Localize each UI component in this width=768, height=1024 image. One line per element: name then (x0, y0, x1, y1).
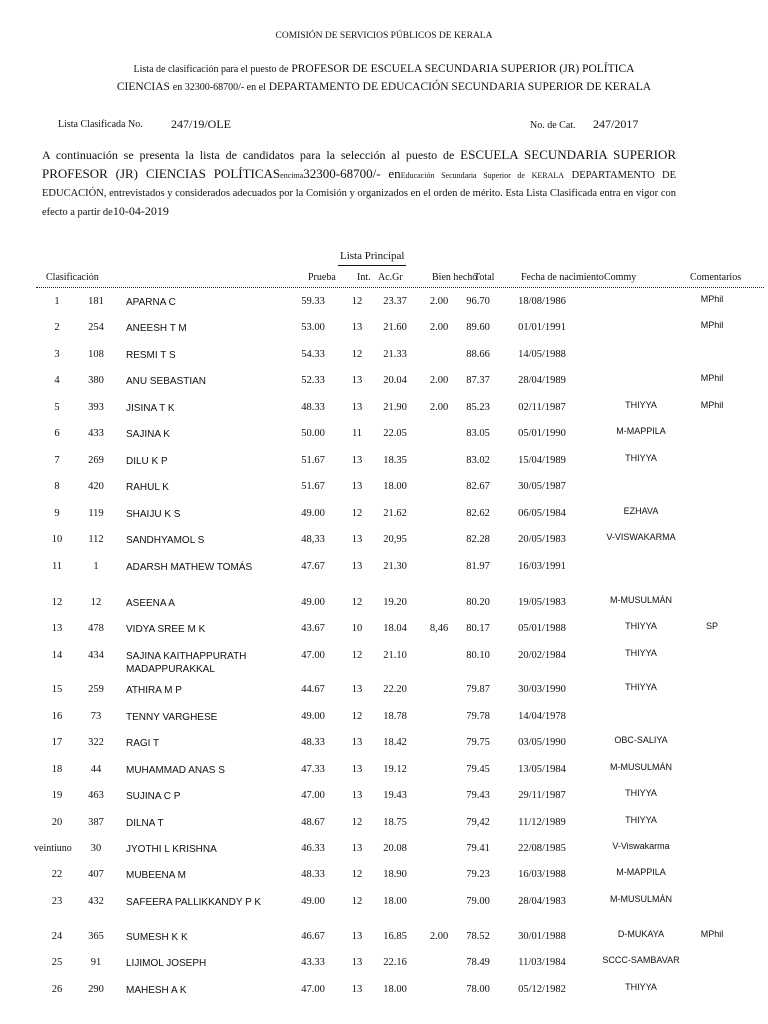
cell-commy: THIYYA (625, 400, 657, 410)
table-row (0, 737, 768, 763)
cell-acgr: 18.04 (383, 623, 407, 634)
cell-num: 73 (90, 711, 102, 722)
cell-commy: V-VISWAKARMA (606, 532, 676, 542)
cell-fecha: 28/04/1983 (518, 896, 566, 907)
cell-prueba: 46.67 (301, 931, 325, 942)
col-total: Total (474, 272, 495, 283)
cell-total: 79.75 (466, 737, 490, 748)
col-fecha: Fecha de nacimiento (521, 272, 604, 283)
cell-rank: 10 (51, 534, 63, 545)
cell-total: 83.05 (466, 428, 490, 439)
cell-num: 30 (90, 843, 102, 854)
cell-name: SAFEERA PALLIKKANDY P K (126, 897, 262, 908)
subtitle-post: PROFESOR DE ESCUELA SECUNDARIA SUPERIOR (JR) POLÍTICA (291, 63, 635, 75)
cell-name: RAHUL K (126, 482, 169, 493)
col-int: Int. (357, 272, 371, 283)
cell-total: 79.23 (466, 869, 490, 880)
list-no-value: 247/19/OLE (171, 117, 231, 131)
cell-num: 322 (88, 737, 104, 748)
cell-acgr: 22.16 (383, 957, 407, 968)
cell-name: SAJINA K (126, 429, 170, 440)
table-row (0, 957, 768, 983)
table-row (0, 984, 768, 1010)
cell-int: 13 (351, 764, 363, 775)
cell-int: 13 (351, 843, 363, 854)
table-row (0, 650, 768, 676)
cell-acgr: 19.20 (383, 597, 407, 608)
cell-num: 290 (88, 984, 104, 995)
cell-int: 12 (351, 349, 363, 360)
cell-fecha: 02/11/1987 (518, 402, 566, 413)
cell-commy: V-Viswakarma (612, 841, 670, 851)
cell-total: 79.41 (466, 843, 490, 854)
table-row (0, 931, 768, 957)
cell-num: 433 (88, 428, 104, 439)
table-row (0, 428, 768, 454)
cell-com: MPhil (700, 929, 724, 939)
cell-acgr: 18.00 (383, 481, 407, 492)
table-row (0, 684, 768, 710)
cell-num: 259 (88, 684, 104, 695)
cell-fecha: 11/12/1989 (518, 817, 566, 828)
cell-num: 44 (90, 764, 102, 775)
cell-acgr: 18.00 (383, 984, 407, 995)
cell-prueba: 43.67 (301, 623, 325, 634)
cell-name: JYOTHI L KRISHNA (126, 844, 217, 855)
cell-int: 13 (351, 790, 363, 801)
cell-int: 12 (351, 817, 363, 828)
cell-name: VIDYA SREE M K (126, 624, 206, 635)
cell-fecha: 30/03/1990 (518, 684, 566, 695)
cell-commy: OBC-SALIYA (614, 735, 668, 745)
cell-bien: 2.00 (429, 375, 449, 386)
cell-prueba: 48.67 (301, 817, 325, 828)
cell-name: TENNY VARGHESE (126, 712, 218, 723)
cell-total: 80.10 (466, 650, 490, 661)
cell-com: MPhil (700, 320, 724, 330)
cell-name: SUJINA C P (126, 791, 181, 802)
cat-no-label: No. de Cat. (530, 120, 576, 131)
cell-rank: 15 (51, 684, 63, 695)
table-row (0, 561, 768, 587)
cell-name: RAGI T (126, 738, 160, 749)
cell-int: 10 (351, 623, 363, 634)
cell-acgr: 19.12 (383, 764, 407, 775)
intro-scale: 32300-68700/- en (303, 165, 401, 181)
cell-num: 108 (88, 349, 104, 360)
col-bien: Bien hecho (432, 272, 478, 283)
table-row (0, 375, 768, 401)
cell-bien: 2.00 (429, 322, 449, 333)
cell-rank: 7 (54, 455, 60, 466)
cell-rank: 24 (51, 931, 63, 942)
cell-commy: M-MUSULMÁN (610, 595, 672, 605)
cell-fecha: 16/03/1991 (518, 561, 566, 572)
cell-total: 80.17 (466, 623, 490, 634)
cell-com: MPhil (700, 400, 724, 410)
col-commy: Commy (604, 272, 637, 283)
cell-name: DILU K P (126, 456, 168, 467)
list-title: Lista Principal (340, 250, 405, 262)
cell-acgr: 19.43 (383, 790, 407, 801)
cell-prueba: 50.00 (301, 428, 325, 439)
cell-name: JISINA T K (126, 403, 175, 414)
cell-rank: 26 (51, 984, 63, 995)
cell-acgr: 22.20 (383, 684, 407, 695)
commission-title: COMISIÓN DE SERVICIOS PÚBLICOS DE KERALA (275, 31, 493, 41)
cell-bien: 8,46 (429, 623, 449, 634)
cell-prueba: 51.67 (301, 455, 325, 466)
cell-acgr: 21.10 (383, 650, 407, 661)
cell-total: 89.60 (466, 322, 490, 333)
cell-int: 12 (351, 597, 363, 608)
cell-fecha: 03/05/1990 (518, 737, 566, 748)
cell-int: 12 (351, 296, 363, 307)
cell-rank: 25 (51, 957, 63, 968)
cell-fecha: 30/01/1988 (518, 931, 566, 942)
subtitle-department: DEPARTAMENTO DE EDUCACIÓN SECUNDARIA SUPERIOR DE KERALA (268, 81, 652, 93)
cell-commy: M-MUSULMÁN (610, 894, 672, 904)
table-row (0, 534, 768, 560)
cell-num: 387 (88, 817, 104, 828)
cell-total: 81.97 (466, 561, 490, 572)
cell-num: 269 (88, 455, 104, 466)
cell-num: 91 (90, 957, 102, 968)
cell-name: APARNA C (126, 297, 176, 308)
cell-total: 96.70 (466, 296, 490, 307)
cell-prueba: 47.33 (301, 764, 325, 775)
cell-acgr: 20.08 (383, 843, 407, 854)
cell-commy: THIYYA (625, 788, 657, 798)
cell-prueba: 44.67 (301, 684, 325, 695)
cell-com: SP (705, 621, 718, 631)
table-row (0, 481, 768, 507)
cell-num: 1 (93, 561, 99, 572)
cell-int: 13 (351, 561, 363, 572)
cell-rank: 13 (51, 623, 63, 634)
table-row (0, 869, 768, 895)
cell-prueba: 48,33 (301, 534, 325, 545)
cell-com: MPhil (700, 294, 724, 304)
cell-rank: 23 (51, 896, 63, 907)
col-acgr: Ac.Gr (378, 272, 403, 283)
subtitle-line-1 (0, 63, 768, 75)
cell-name: SANDHYAMOL S (126, 535, 205, 546)
cell-int: 12 (351, 508, 363, 519)
cell-int: 13 (351, 534, 363, 545)
cell-fecha: 16/03/1988 (518, 869, 566, 880)
cell-bien: 2.00 (429, 402, 449, 413)
cell-acgr: 22.05 (383, 428, 407, 439)
cell-name: ANU SEBASTIAN (126, 376, 207, 387)
cell-rank: 9 (54, 508, 60, 519)
cell-total: 79.00 (466, 896, 490, 907)
cell-fecha: 01/01/1991 (518, 322, 566, 333)
cell-total: 82.62 (466, 508, 490, 519)
intro-body: DEPARTAMENTO DE EDUCACIÓN, entrevistados y considerados adecuados por la Comisión y organizados en el orden de mérito. Esta Lista Clasificada entra en vigor con efecto a partir de (42, 169, 677, 218)
cell-int: 11 (351, 428, 363, 439)
table-row (0, 764, 768, 790)
cell-num: 420 (88, 481, 104, 492)
cell-acgr: 21.60 (383, 322, 407, 333)
table-row (0, 623, 768, 649)
cell-name: ASEENA A (126, 598, 175, 609)
cell-prueba: 47.00 (301, 650, 325, 661)
cell-acgr: 23.37 (383, 296, 407, 307)
table-row (0, 790, 768, 816)
cell-fecha: 05/01/1990 (518, 428, 566, 439)
intro-encima: encima (280, 170, 304, 180)
cell-commy: THIYYA (625, 621, 657, 631)
cell-name: MUHAMMAD ANAS S (126, 765, 225, 776)
cell-int: 13 (351, 684, 363, 695)
cell-commy: THIYYA (625, 648, 657, 658)
table-row (0, 597, 768, 623)
cell-name: ATHIRA M P (126, 685, 182, 696)
cell-int: 13 (351, 957, 363, 968)
intro-paragraph (42, 146, 676, 221)
cell-num: 380 (88, 375, 104, 386)
cell-fecha: 06/05/1984 (518, 508, 566, 519)
table-row (0, 817, 768, 843)
cell-com: MPhil (700, 373, 724, 383)
list-no-label: Lista Clasificada No. (58, 119, 143, 130)
subtitle-prefix: Lista de clasificación para el puesto de (133, 64, 289, 75)
cell-prueba: 49.00 (301, 896, 325, 907)
list-title-underline (338, 265, 406, 266)
cell-rank: veintiuno (34, 843, 72, 854)
cell-rank: 4 (54, 375, 60, 386)
cell-acgr: 21.62 (383, 508, 407, 519)
cell-fecha: 19/05/1983 (518, 597, 566, 608)
cell-fecha: 29/11/1987 (518, 790, 566, 801)
cell-commy: THIYYA (625, 815, 657, 825)
cell-prueba: 46.33 (301, 843, 325, 854)
cell-total: 82.67 (466, 481, 490, 492)
cell-int: 12 (351, 869, 363, 880)
table-row (0, 296, 768, 322)
cell-num: 434 (88, 650, 104, 661)
cell-fecha: 18/08/1986 (518, 296, 566, 307)
cell-total: 79.87 (466, 684, 490, 695)
cell-int: 13 (351, 322, 363, 333)
cell-prueba: 49.00 (301, 711, 325, 722)
table-row (0, 896, 768, 922)
cell-rank: 5 (54, 402, 60, 413)
cell-total: 80.20 (466, 597, 490, 608)
table-row (0, 711, 768, 737)
cell-rank: 6 (54, 428, 60, 439)
cell-total: 83.02 (466, 455, 490, 466)
cell-total: 87.37 (466, 375, 490, 386)
cell-num: 181 (88, 296, 104, 307)
cell-fecha: 05/01/1988 (518, 623, 566, 634)
cell-fecha: 14/04/1978 (518, 711, 566, 722)
intro-post: ESCUELA SECUNDARIA SUPERIOR PROFESOR (JR) CIENCIAS POLÍTICAS (42, 147, 677, 181)
cell-fecha: 28/04/1989 (518, 375, 566, 386)
cell-prueba: 52.33 (301, 375, 325, 386)
cell-prueba: 48.33 (301, 737, 325, 748)
cell-acgr: 18.90 (383, 869, 407, 880)
cell-acgr: 18.00 (383, 896, 407, 907)
cell-int: 12 (351, 896, 363, 907)
cell-rank: 12 (51, 597, 63, 608)
cell-rank: 19 (51, 790, 63, 801)
cell-rank: 2 (54, 322, 60, 333)
col-comentarios: Comentarios (690, 272, 742, 283)
cell-num: 254 (88, 322, 104, 333)
cell-total: 79.43 (466, 790, 490, 801)
table-row (0, 843, 768, 869)
cell-prueba: 49.00 (301, 508, 325, 519)
cell-commy: D-MUKAYA (617, 929, 665, 939)
cell-prueba: 47.67 (301, 561, 325, 572)
cell-num: 407 (88, 869, 104, 880)
subtitle-subject: CIENCIAS (116, 81, 170, 93)
cell-commy: M-MAPPILA (616, 867, 666, 877)
cell-name: SHAIJU K S (126, 509, 181, 520)
cell-name: SUMESH K K (126, 932, 188, 943)
cell-num: 463 (88, 790, 104, 801)
cell-name: MUBEENA M (126, 870, 187, 881)
cell-rank: 16 (51, 711, 63, 722)
cell-prueba: 49.00 (301, 597, 325, 608)
cat-no-value: 247/2017 (593, 117, 639, 131)
cell-num: 432 (88, 896, 104, 907)
cell-num: 112 (88, 534, 104, 545)
cell-fecha: 11/03/1984 (518, 957, 566, 968)
cell-num: 365 (88, 931, 104, 942)
table-row (0, 455, 768, 481)
cell-prueba: 43.33 (301, 957, 325, 968)
cell-prueba: 47.00 (301, 790, 325, 801)
cell-fecha: 14/05/1988 (518, 349, 566, 360)
subtitle-line-2 (0, 81, 768, 93)
cell-total: 78.00 (466, 984, 490, 995)
cell-prueba: 48.33 (301, 402, 325, 413)
cell-int: 13 (351, 402, 363, 413)
intro-p1: A continuación se presenta la lista de candidatos para la selección al puesto de (42, 148, 455, 162)
cell-acgr: 16.85 (383, 931, 407, 942)
cell-rank: 22 (51, 869, 63, 880)
cell-prueba: 47.00 (301, 984, 325, 995)
cell-fecha: 05/12/1982 (518, 984, 566, 995)
cell-prueba: 48.33 (301, 869, 325, 880)
table-row (0, 402, 768, 428)
cell-fecha: 20/05/1983 (518, 534, 566, 545)
col-prueba: Prueba (308, 272, 336, 283)
cell-name: ANEESH T M (126, 323, 187, 334)
table-row (0, 322, 768, 348)
col-rank: Clasificación (46, 272, 99, 283)
cell-commy: M-MUSULMÁN (610, 762, 672, 772)
intro-date: 10-04-2019 (112, 203, 169, 218)
cell-bien: 2.00 (429, 931, 449, 942)
cell-total: 88.66 (466, 349, 490, 360)
cell-total: 79.45 (466, 764, 490, 775)
cell-num: 119 (88, 508, 104, 519)
cell-commy: EZHAVA (623, 506, 659, 516)
cell-name: LIJIMOL JOSEPH (126, 958, 207, 969)
header-divider (36, 287, 764, 288)
cell-int: 13 (351, 931, 363, 942)
cell-total: 79,42 (466, 817, 490, 828)
cell-commy: THIYYA (625, 453, 657, 463)
cell-rank: 17 (51, 737, 63, 748)
cell-acgr: 18.42 (383, 737, 407, 748)
subtitle-scale: en 32300-68700/- en el (172, 82, 266, 93)
cell-int: 13 (351, 737, 363, 748)
cell-prueba: 59.33 (301, 296, 325, 307)
cell-int: 13 (351, 455, 363, 466)
cell-name: ADARSH MATHEW TOMÁS (126, 562, 253, 573)
cell-fecha: 20/02/1984 (518, 650, 566, 661)
cell-rank: 14 (51, 650, 63, 661)
cell-rank: 3 (54, 349, 60, 360)
cell-rank: 1 (54, 296, 60, 307)
cell-total: 82.28 (466, 534, 490, 545)
cell-commy: SCCC-SAMBAVAR (602, 955, 680, 965)
table-row (0, 508, 768, 534)
cell-int: 13 (351, 375, 363, 386)
cell-acgr: 18.75 (383, 817, 407, 828)
cell-commy: THIYYA (625, 982, 657, 992)
cell-num: 12 (90, 597, 102, 608)
cell-acgr: 21.33 (383, 349, 407, 360)
cell-name: MAHESH A K (126, 985, 187, 996)
intro-dept: Educación Secundaria Superior de KERALA (400, 170, 565, 180)
cell-int: 13 (351, 984, 363, 995)
cell-fecha: 15/04/1989 (518, 455, 566, 466)
cell-commy: M-MAPPILA (616, 426, 666, 436)
cell-fecha: 30/05/1987 (518, 481, 566, 492)
cell-total: 85.23 (466, 402, 490, 413)
cell-fecha: 22/08/1985 (518, 843, 566, 854)
cell-name: DILNA T (126, 818, 164, 829)
cell-rank: 20 (51, 817, 63, 828)
table-row (0, 349, 768, 375)
cell-prueba: 53.00 (301, 322, 325, 333)
cell-fecha: 13/05/1984 (518, 764, 566, 775)
cell-num: 478 (88, 623, 104, 634)
cell-int: 12 (351, 711, 363, 722)
cell-rank: 8 (54, 481, 60, 492)
cell-total: 79.78 (466, 711, 490, 722)
cell-acgr: 20,95 (383, 534, 407, 545)
cell-num: 393 (88, 402, 104, 413)
cell-name: RESMI T S (126, 350, 176, 361)
cell-rank: 11 (51, 561, 63, 572)
cell-rank: 18 (51, 764, 63, 775)
cell-prueba: 51.67 (301, 481, 325, 492)
cell-acgr: 21.90 (383, 402, 407, 413)
cell-acgr: 21.30 (383, 561, 407, 572)
cell-bien: 2.00 (429, 296, 449, 307)
cell-total: 78.49 (466, 957, 490, 968)
cell-name: SAJINA KAITHAPPURATH MADAPPURAKKAL (126, 651, 247, 675)
cell-int: 13 (351, 481, 363, 492)
cell-acgr: 18.35 (383, 455, 407, 466)
cell-prueba: 54.33 (301, 349, 325, 360)
cell-commy: THIYYA (625, 682, 657, 692)
cell-int: 12 (351, 650, 363, 661)
cell-acgr: 20.04 (383, 375, 407, 386)
cell-acgr: 18.78 (383, 711, 407, 722)
cell-total: 78.52 (466, 931, 490, 942)
